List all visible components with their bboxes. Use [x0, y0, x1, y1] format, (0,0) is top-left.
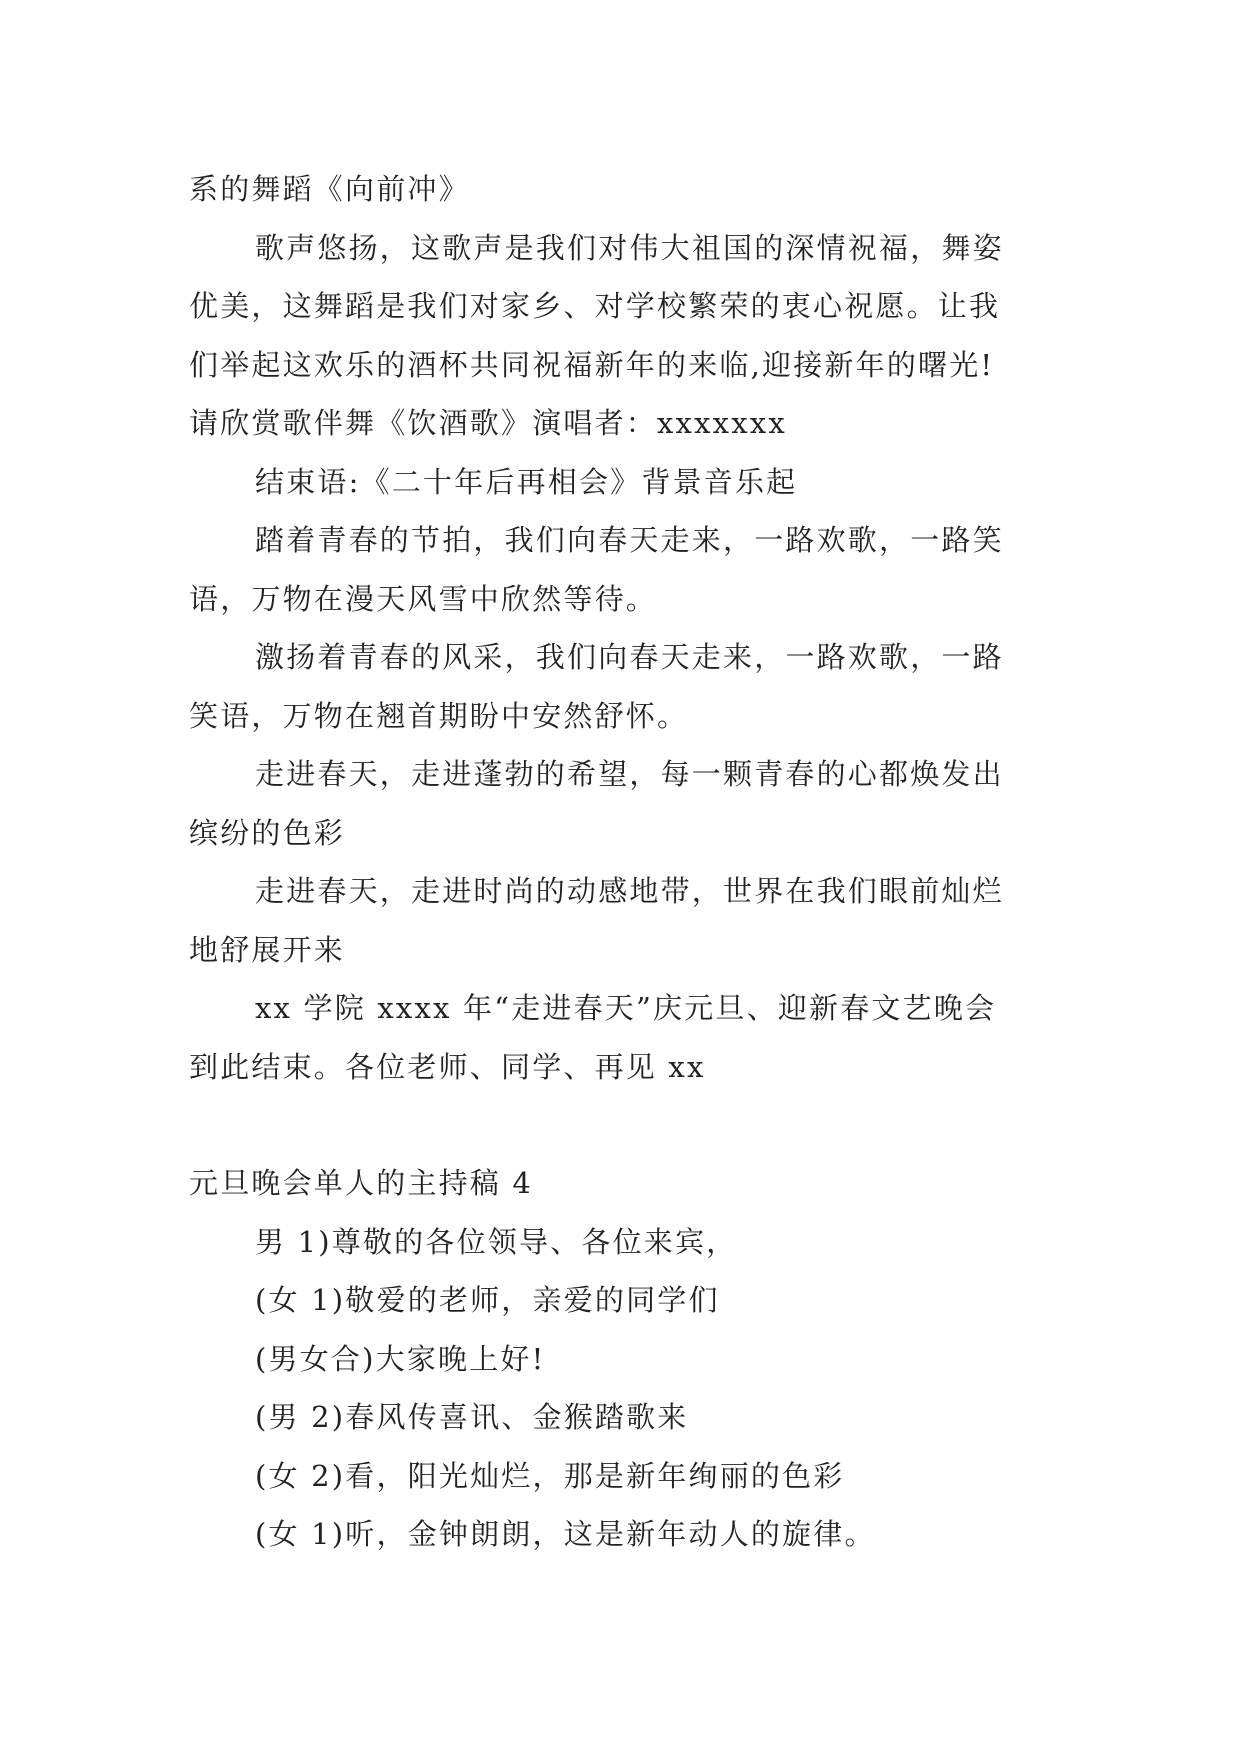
text-line: 缤纷的色彩 [189, 815, 346, 850]
section-title: 元旦晚会单人的主持稿 4 [189, 1166, 534, 1200]
text-line: (男女合)大家晚上好! [255, 1341, 546, 1376]
text-line: 们举起这欢乐的酒杯共同祝福新年的来临,迎接新年的曙光! [189, 347, 995, 382]
text-line: (男 2)春风传喜讯、金猴踏歌来 [255, 1400, 689, 1434]
text-line: 系的舞蹈《向前冲》 [189, 172, 470, 206]
text-line: 男 1)尊敬的各位领导、各位来宾， [255, 1224, 738, 1259]
text-line: 走进春天，走进时尚的动感地带，世界在我们眼前灿烂 [255, 874, 1004, 908]
text-line: 走进春天，走进蓬勃的希望，每一颗青春的心都焕发出 [255, 757, 1004, 791]
section-gap [189, 1096, 1059, 1154]
text-line: 激扬着青春的风采，我们向春天走来，一路欢歌，一路 [255, 640, 1004, 674]
text-line: xx 学院 xxxx 年“走进春天”庆元旦、迎新春文艺晚会 [255, 991, 997, 1025]
text-line: 请欣赏歌伴舞《饮酒歌》演唱者：xxxxxxx [189, 406, 787, 440]
text-line: 语，万物在漫天风雪中欣然等待。 [189, 581, 658, 616]
text-line: 笑语，万物在翘首期盼中安然舒怀。 [189, 698, 689, 733]
section-paragraphs [189, 1213, 1059, 1564]
document-body [189, 160, 1059, 1564]
text-line: 地舒展开来 [189, 932, 346, 967]
text-line: 踏着青春的节拍，我们向春天走来，一路欢歌，一路笑 [255, 523, 1004, 557]
text-line: (女 2)看，阳光灿烂，那是新年绚丽的色彩 [255, 1458, 845, 1493]
text-line: 优美，这舞蹈是我们对家乡、对学校繁荣的衷心祝愿。让我 [189, 289, 1001, 323]
text-line: (女 1)听，金钟朗朗，这是新年动人的旋律。 [255, 1517, 876, 1551]
text-line: 到此结束。各位老师、同学、再见 xx [189, 1049, 706, 1084]
text-line: 歌声悠扬，这歌声是我们对伟大祖国的深情祝福，舞姿 [255, 230, 1004, 265]
script-paragraphs [189, 160, 1059, 1096]
text-line: (女 1)敬爱的老师，亲爱的同学们 [255, 1283, 720, 1317]
text-line: 结束语:《二十年后再相会》背景音乐起 [255, 464, 798, 499]
